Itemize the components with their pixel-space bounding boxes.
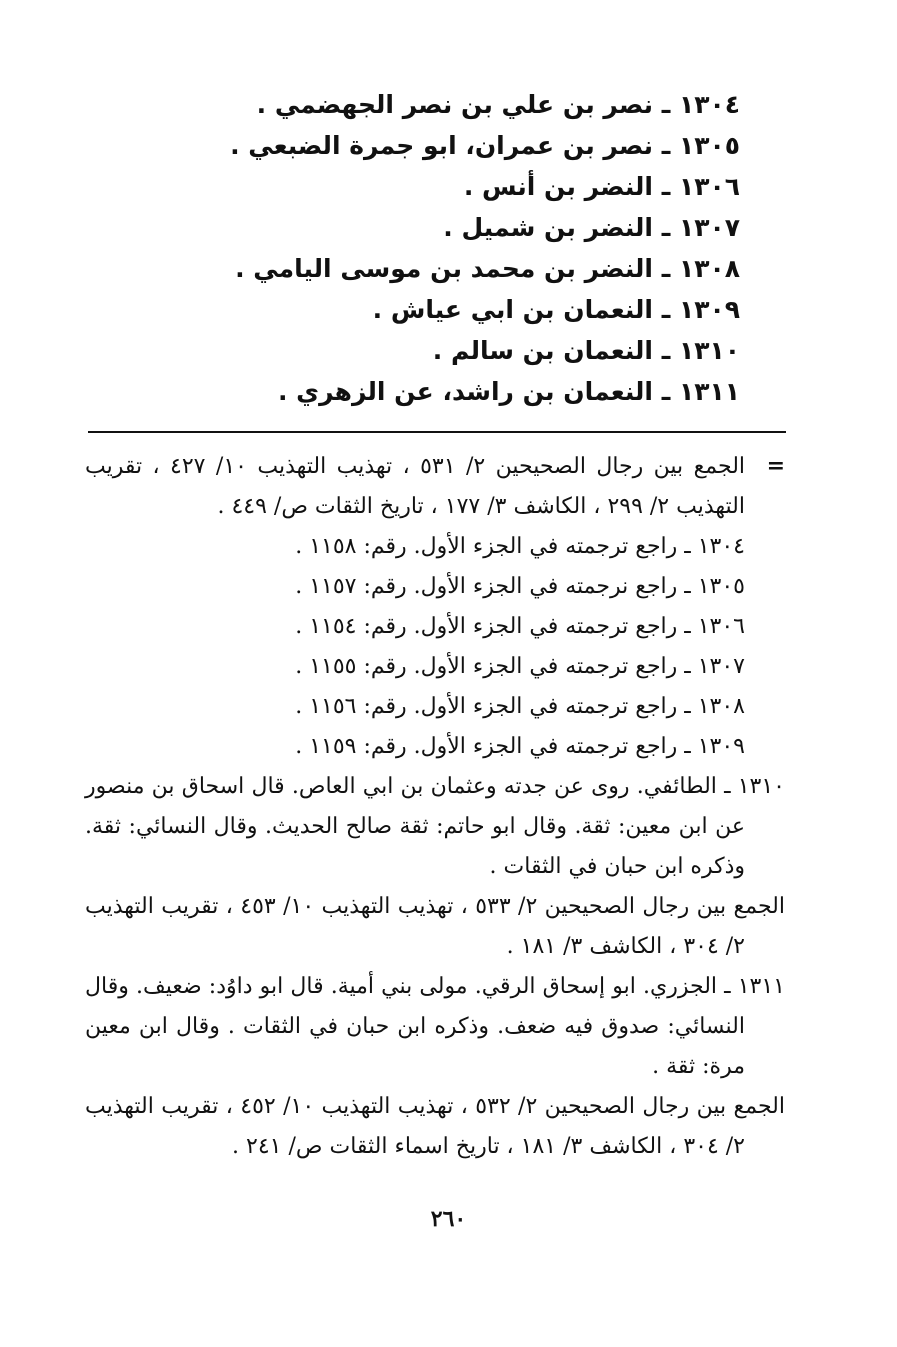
footnote-reference: ١٣٠٧ ـ راجع ترجمته في الجزء الأول. رقم: ١١٥٥ . bbox=[295, 654, 745, 679]
footnotes-section bbox=[85, 446, 785, 1167]
footnote-reference: ١٣٠٩ ـ راجع ترجمته في الجزء الأول. رقم: ١١٥٩ . bbox=[295, 734, 745, 759]
footnote-reference: ١٣٠٦ ـ راجع ترجمته في الجزء الأول. رقم: ١١٥٤ . bbox=[295, 614, 745, 639]
footnote-intro bbox=[85, 446, 785, 527]
narrator-entry: ١٣٠٩ ـ النعمان بن ابي عياش . bbox=[372, 295, 740, 324]
narrator-entry: ١٣١٠ ـ النعمان بن سالم . bbox=[432, 336, 740, 365]
narrator-entry: ١٣٠٥ ـ نصر بن عمران، ابو جمرة الضبعي . bbox=[230, 131, 740, 160]
narrator-entry-list bbox=[140, 84, 740, 412]
footnote-reference: ١٣٠٤ ـ راجع ترجمته في الجزء الأول. رقم: ١١٥٨ . bbox=[295, 534, 745, 559]
footnote-intro-text: الجمع بين رجال الصحيحين ٢/ ٥٣١ ، تهذيب التهذيب ١٠/ ٤٢٧ ، تقريب التهذيب ٢/ ٢٩٩ ، الكاشف ٣/ ١٧٧ ، تاريخ الثقات ص/ ٤٤٩ . bbox=[85, 454, 746, 519]
footnote-1310: ١٣١٠ ـ الطائفي. روى عن جدته وعثمان بن ابي العاص. قال اسحاق بن منصور عن ابن معين: ثقة. وقال ابو حاتم: ثقة صالح الحديث. وقال النسائي: ثقة. وذكره ابن حبان في الثقات . bbox=[85, 774, 785, 879]
narrator-entry: ١٣٠٧ ـ النضر بن شميل . bbox=[443, 213, 740, 242]
footnote-divider bbox=[88, 431, 786, 433]
footnote-1310-sources: الجمع بين رجال الصحيحين ٢/ ٥٣٣ ، تهذيب التهذيب ١٠/ ٤٥٣ ، تقريب التهذيب ٢/ ٣٠٤ ، الكاشف ٣/ ١٨١ . bbox=[85, 894, 785, 959]
narrator-entry: ١٣٠٦ ـ النضر بن أنس . bbox=[463, 172, 740, 201]
footnote-reference: ١٣٠٥ ـ راجع نرجمته في الجزء الأول. رقم: ١١٥٧ . bbox=[295, 574, 745, 599]
footnote-reference: ١٣٠٨ ـ راجع ترجمته في الجزء الأول. رقم: ١١٥٦ . bbox=[295, 694, 745, 719]
footnote-bullet-mark: = bbox=[766, 453, 786, 479]
narrator-entry: ١٣٠٤ ـ نصر بن علي بن نصر الجهضمي . bbox=[256, 90, 740, 119]
narrator-entry: ١٣١١ ـ النعمان بن راشد، عن الزهري . bbox=[277, 377, 740, 406]
narrator-entry: ١٣٠٨ ـ النضر بن محمد بن موسى اليامي . bbox=[235, 254, 740, 283]
footnote-1311: ١٣١١ ـ الجزري. ابو إسحاق الرقي. مولى بني أمية. قال ابو داوُد: ضعيف. وقال النسائي: صدوق فيه ضعف. وذكره ابن حبان في الثقات . وقال ابن معين مرة: ثقة . bbox=[85, 974, 785, 1079]
page-number: ٢٦٠ bbox=[430, 1206, 467, 1232]
footnote-1311-sources: الجمع بين رجال الصحيحين ٢/ ٥٣٢ ، تهذيب التهذيب ١٠/ ٤٥٢ ، تقريب التهذيب ٢/ ٣٠٤ ، الكاشف ٣/ ١٨١ ، تاريخ اسماء الثقات ص/ ٢٤١ . bbox=[85, 1094, 785, 1159]
